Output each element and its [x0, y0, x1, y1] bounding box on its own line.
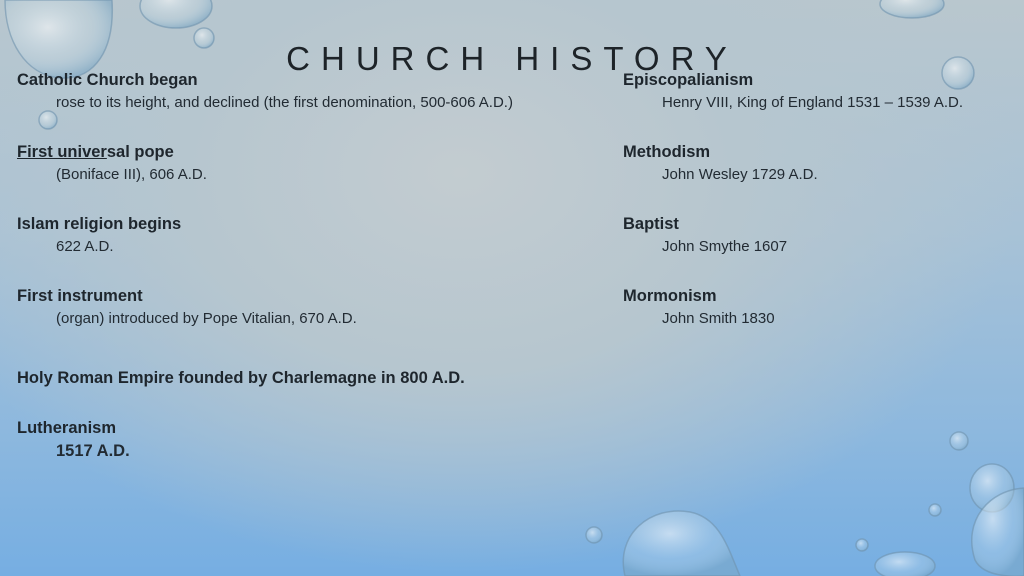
entry-detail: (organ) introduced by Pope Vitalian, 670 A.D. [56, 310, 357, 327]
entry-heading: Mormonism [623, 287, 717, 305]
entry-heading: Baptist [623, 215, 679, 233]
right-column [623, 69, 1023, 357]
slide-title: CHURCH HISTORY [286, 40, 738, 78]
entry-catholic-church [17, 69, 607, 141]
entry-heading: Lutheranism [17, 419, 117, 437]
entry-heading: Holy Roman Empire founded by Charlemagne in 800 A.D. [17, 369, 465, 387]
entry-detail: John Smythe 1607 [662, 238, 788, 255]
entry-detail: John Smith 1830 [662, 310, 775, 327]
entry-baptist [623, 213, 1023, 285]
entry-mormonism [623, 285, 1023, 357]
entry-heading-rest: sal pope [106, 143, 174, 161]
entry-episcopalianism [623, 69, 1023, 141]
entry-methodism [623, 141, 1023, 213]
entry-detail: (Boniface III), 606 A.D. [56, 166, 207, 183]
entry-heading: First instrument [17, 287, 143, 305]
entry-detail: Henry VIII, King of England 1531 – 1539 A.D. [662, 94, 964, 111]
entry-heading: Islam religion begins [17, 215, 182, 233]
entry-detail: rose to its height, and declined (the first denomination, 500-606 A.D.) [56, 94, 513, 111]
entry-heading-underlined: First univer [17, 143, 107, 161]
entry-heading: Episcopalianism [623, 71, 754, 89]
entry-first-instrument [17, 285, 607, 357]
entry-first-pope [17, 141, 607, 213]
entry-heading: Methodism [623, 143, 711, 161]
entry-detail: 622 A.D. [56, 238, 114, 255]
entry-heading [17, 141, 607, 163]
entry-holy-roman-empire [17, 367, 607, 417]
entry-heading: Catholic Church began [17, 71, 198, 89]
entry-detail: 1517 A.D. [56, 442, 130, 460]
entry-detail: John Wesley 1729 A.D. [662, 166, 818, 183]
entry-lutheranism [17, 417, 607, 489]
entry-islam [17, 213, 607, 285]
left-column [17, 69, 607, 489]
